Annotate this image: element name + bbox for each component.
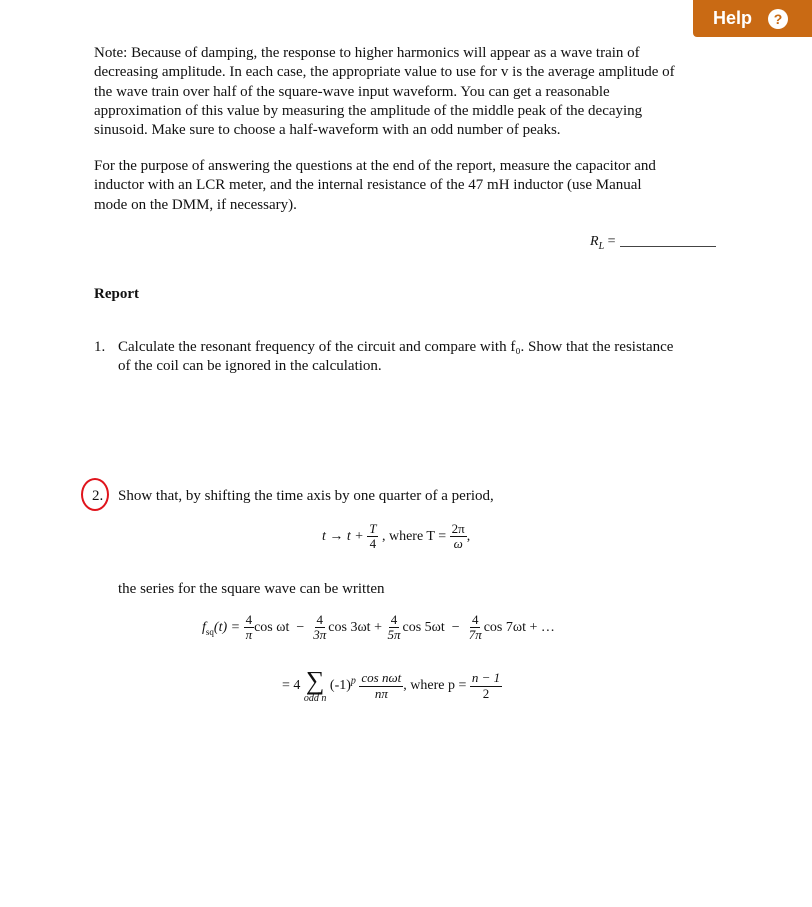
term-num: 4 <box>245 612 253 627</box>
report-heading: Report <box>94 286 139 302</box>
sum-equation <box>282 668 502 704</box>
rl-blank-line <box>620 246 716 247</box>
term-den: 3π <box>313 627 327 643</box>
q2-number: 2. <box>92 488 104 504</box>
eq1-frac2-num: 2π <box>451 521 465 536</box>
note-line: the wave train over half of the square-wave input waveform. You can get a reasonable <box>94 83 610 100</box>
eq3-frac2-den: 2 <box>482 685 490 701</box>
series-text: the series for the square wave can be written <box>118 581 385 597</box>
eq3-frac-den: nπ <box>374 685 388 701</box>
term-sign: − <box>451 620 460 636</box>
eq2-term-frac <box>311 613 328 643</box>
term-fn: cos 5ωt <box>402 620 445 636</box>
eq2-term-frac <box>385 613 402 643</box>
eq1-lhs: t → t + <box>322 529 364 545</box>
purpose-paragraph <box>94 157 734 215</box>
time-shift-equation <box>322 522 470 552</box>
note-line: approximation of this value by measuring the amplitude of the middle peak of the decaying <box>94 102 643 119</box>
term-fn: cos ωt <box>254 620 290 636</box>
term-sign: − <box>296 620 305 636</box>
eq3-fraction <box>359 671 403 701</box>
note-line: decreasing amplitude. In each case, the appropriate value to use for v is the average amplitude of <box>94 64 675 81</box>
question-1 <box>118 338 738 377</box>
term-den: 5π <box>387 627 401 643</box>
eq1-fraction2 <box>450 522 467 552</box>
term-num: 4 <box>316 612 324 627</box>
rl-field <box>590 234 716 252</box>
eq1-frac-den: 4 <box>369 536 377 552</box>
eq2-lhs: f <box>202 620 206 636</box>
eq2-term-frac <box>244 613 255 643</box>
rl-label: R <box>590 234 599 249</box>
eq3-factor-exp: p <box>350 675 356 687</box>
term-fn: cos 7ωt <box>483 620 526 636</box>
q1-line: Calculate the resonant frequency of the circuit and compare with f₀. Show that the resistance <box>118 339 674 355</box>
eq1-mid: , where T = <box>381 529 447 545</box>
purpose-line: mode on the DMM, if necessary). <box>94 196 297 213</box>
eq1-end: , <box>466 529 471 545</box>
eq3-lead: = 4 <box>282 678 301 694</box>
purpose-line: inductor with an LCR meter, and the internal resistance of the 47 mH inductor (use Manual <box>94 177 642 194</box>
term-num: 4 <box>390 612 398 627</box>
eq3-fraction2 <box>470 671 502 701</box>
sigma-symbol <box>304 668 327 704</box>
term-den: 7π <box>468 627 482 643</box>
help-button[interactable] <box>693 0 812 37</box>
sigma-limit: odd n <box>303 693 327 704</box>
rl-subscript: L <box>598 240 605 252</box>
term-sign: + … <box>529 620 555 636</box>
eq2-lhs-arg: (t) = <box>213 620 241 636</box>
eq1-fraction <box>367 522 378 552</box>
term-den: π <box>245 627 253 643</box>
eq1-frac2-den: ω <box>453 536 463 552</box>
eq3-mid: , where p = <box>403 678 467 694</box>
question-icon: ? <box>768 9 788 29</box>
q1-number: 1. <box>94 339 106 355</box>
eq2-lhs-sub: sq <box>205 626 214 637</box>
note-line: sinusoid. Make sure to choose a half-waveform with an odd number of peaks. <box>94 122 561 139</box>
term-fn: cos 3ωt <box>328 620 371 636</box>
term-sign: + <box>374 620 382 636</box>
purpose-line: For the purpose of answering the questions at the end of the report, measure the capacitor and <box>94 158 656 174</box>
term-num: 4 <box>471 612 479 627</box>
series-equation <box>202 613 555 643</box>
sigma-glyph: ∑ <box>305 666 325 695</box>
eq3-factor: (-1) <box>329 678 351 694</box>
rl-equals: = <box>604 234 616 249</box>
note-paragraph <box>94 44 734 140</box>
eq3-frac2-num: n − 1 <box>471 670 501 686</box>
note-line: Note: Because of damping, the response to higher harmonics will appear as a wave train of <box>94 45 640 61</box>
question-2: Show that, by shifting the time axis by one quarter of a period, <box>118 488 494 504</box>
eq1-frac-num: T <box>369 521 377 536</box>
help-label: Help <box>713 8 753 28</box>
eq3-frac-num: cos nωt <box>361 670 402 686</box>
q1-line: of the coil can be ignored in the calculation. <box>118 358 382 375</box>
eq2-term-frac <box>467 613 484 643</box>
